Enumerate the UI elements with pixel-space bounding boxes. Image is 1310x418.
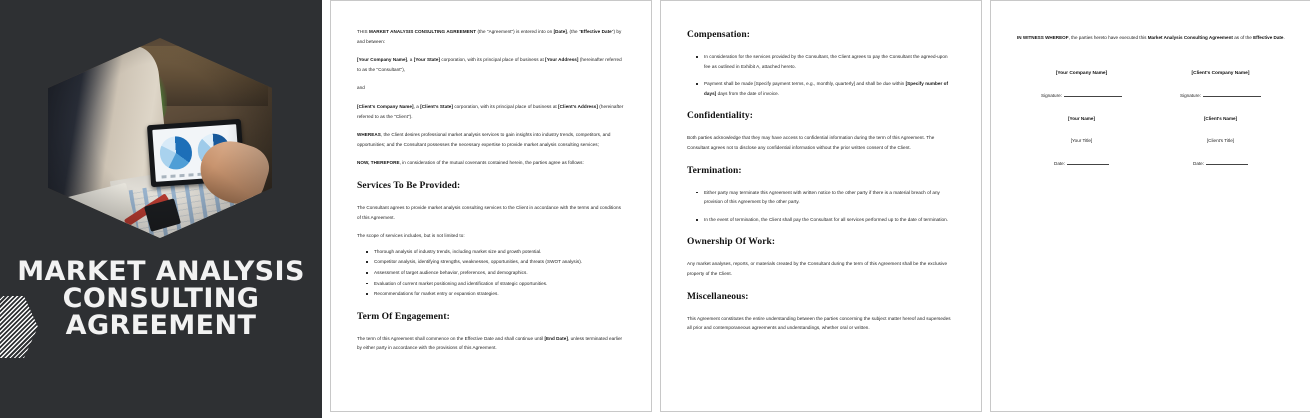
signature-block-consultant [1017, 69, 1146, 169]
intro-pre: THIS [357, 29, 369, 34]
services-scope-list [357, 247, 625, 299]
intro-paragraph [357, 27, 625, 46]
photo-vignette [48, 38, 272, 238]
list-item: Assessment of target audience behavior, preferences, and demographics. [374, 268, 625, 278]
agreement-page-2 [660, 0, 982, 412]
signature-label: Signature: [1041, 93, 1062, 99]
agreement-title-inline: MARKET ANALYSIS CONSULTING AGREEMENT [369, 29, 477, 34]
term-pre: The term of this Agreement shall commence on the Effective Date and shall continue until [357, 335, 545, 341]
heading-termination: Termination: [687, 165, 742, 176]
client-signature-field[interactable] [1203, 96, 1261, 97]
ownership-paragraph: Any market analyses, reports, or materials created by the Consultant during the term of this Agreement shall be the exclusive property of the Client. [687, 261, 948, 276]
witness-paragraph [1017, 33, 1285, 43]
now-therefore-text: , in consideration of the mutual covenants contained herein, the parties agree as follows: [399, 160, 584, 166]
signature-label: Signature: [1180, 93, 1201, 99]
witness-post: . [1283, 35, 1285, 40]
party2-mid1: , a [413, 103, 421, 109]
client-date-row [1156, 159, 1285, 169]
witness-mid2: as of the [1232, 35, 1254, 40]
comp-bullet-2-pre: Payment shall be made [Specify payment terms, e.g., monthly, quarterly] and shall be due within [704, 81, 906, 87]
effective-date-label: Effective Date [580, 29, 612, 34]
confidentiality-paragraph: Both parties acknowledge that they may have access to confidential information during the term of this Agreement. The Consultant agrees not to disclose any confidential information without the prior written consent of the Client. [687, 135, 935, 150]
intro-mid2: , (the " [566, 29, 581, 34]
comp-bullet-2-post: days from the date of invoice. [716, 90, 780, 96]
cover-title [0, 258, 322, 339]
client-state-placeholder: [Client's State] [420, 103, 453, 109]
list-item [704, 79, 955, 98]
date-label: Date: [1193, 160, 1204, 166]
whereas-paragraph [357, 130, 625, 149]
client-company-name-placeholder: [Client's Company Name] [357, 103, 414, 109]
client-title: [Client's Title] [1206, 138, 1235, 144]
client-date-field[interactable] [1206, 164, 1248, 165]
cover-title-line-3: AGREEMENT [65, 310, 257, 341]
client-signature-row [1156, 91, 1285, 101]
list-item: In consideration for the services provided by the Consultant, the Client agrees to pay the Consultant the agreed-upon fee as outlined in Exhibit A, attached hereto. [704, 52, 955, 71]
intro-post: ") by and between: [357, 29, 622, 44]
signature-block-client [1156, 69, 1285, 169]
party1-mid2: corporation, with its principal place of business at [440, 57, 546, 63]
party1-post: (hereinafter referred to as the "Consultant"), [357, 57, 622, 72]
your-address-placeholder: [Your Address] [545, 57, 579, 63]
consultant-signature-row [1017, 91, 1146, 101]
whereas-text: , the Client desires professional market analysis services to gain insights into industry trends, competitors, and opportunities; and the Consultant possesses the necessary expertise to provide market analysis consulting services; [357, 132, 611, 147]
termination-list [687, 188, 955, 225]
term-post: , unless terminated earlier by either party in accordance with the provisions of this Agreement. [357, 335, 623, 351]
heading-confidentiality: Confidentiality: [687, 111, 753, 122]
agreement-title-inline: Market Analysis Consulting Agreement [1147, 35, 1233, 40]
services-paragraph-2: The scope of services includes, but is not limited to: [357, 233, 465, 239]
services-paragraph-1: The Consultant agrees to provide market analysis consulting services to the Client in accordance with the terms and conditions of this Agreement. [357, 204, 621, 220]
compensation-list [687, 52, 955, 98]
heading-services-to-be-provided: Services To Be Provided: [357, 180, 461, 191]
party1-mid1: , a [407, 57, 414, 63]
in-witness-whereof-label: IN WITNESS WHEREOF [1017, 35, 1069, 40]
date-placeholder: [Date] [553, 29, 567, 34]
consultant-date-field[interactable] [1067, 164, 1109, 165]
date-label: Date: [1054, 160, 1065, 166]
cover-title-line-2: CONSULTING [62, 283, 260, 314]
cover-hexagon-photo [48, 38, 272, 238]
and-connector: and [357, 85, 365, 91]
client-company-name: [Client's Company Name] [1191, 70, 1250, 76]
end-date-placeholder: [End Date] [544, 335, 568, 341]
consultant-name: [Your Name] [1068, 115, 1095, 121]
heading-ownership-of-work: Ownership Of Work: [687, 237, 776, 248]
your-state-placeholder: [Your State] [413, 57, 441, 63]
consultant-date-row [1017, 159, 1146, 169]
party2-mid2: corporation, with its principal place of business at [453, 103, 559, 109]
list-item: Competitor analysis, identifying strengths, weaknesses, opportunities, and threats (SWOT analysis). [374, 257, 625, 267]
effective-date-label: Effective Date [1253, 35, 1284, 40]
list-item: Thorough analysis of industry trends, including market size and growth potential. [374, 247, 625, 257]
consultant-title: [Your Title] [1070, 138, 1093, 144]
consultant-company-name: [Your Company Name] [1055, 70, 1108, 76]
list-item: Recommendations for market entry or expansion strategies. [374, 289, 625, 299]
client-name: [Client's Name] [1203, 115, 1238, 121]
intro-mid: (the "Agreement") is entered into on [476, 29, 554, 34]
number-of-days-placeholder: [Specify number of days] [704, 81, 949, 96]
now-therefore-paragraph [357, 158, 625, 168]
term-of-engagement-paragraph [357, 334, 625, 353]
signature-grid [1017, 69, 1285, 169]
heading-compensation: Compensation: [687, 30, 751, 40]
list-item: Evaluation of current market positioning and identification of strategic opportunities. [374, 279, 625, 289]
miscellaneous-paragraph: This Agreement constitutes the entire understanding between the parties concerning the subject matter hereof and supersedes all prior and contemporaneous agreements and understandings, whether oral or written. [687, 315, 951, 331]
whereas-label: WHEREAS [357, 132, 381, 138]
consultant-signature-field[interactable] [1064, 96, 1122, 97]
now-therefore-label: NOW, THEREFORE [357, 160, 400, 166]
your-company-name-placeholder: [Your Company Name] [357, 57, 408, 63]
consultant-party-paragraph [357, 55, 625, 74]
list-item: Either party may terminate this Agreement with written notice to the other party if there is a material breach of any provision of this Agreement by the other party. [704, 188, 955, 207]
cover-title-line-1: MARKET ANALYSIS [17, 256, 305, 287]
client-address-placeholder: [Client's Address] [558, 103, 598, 109]
witness-mid: , the parties hereto have executed this [1068, 35, 1148, 40]
client-party-paragraph [357, 102, 625, 121]
signature-page [990, 0, 1310, 412]
heading-miscellaneous: Miscellaneous: [687, 291, 749, 302]
agreement-page-1 [330, 0, 652, 412]
cover-page [0, 0, 322, 418]
list-item: In the event of termination, the Client shall pay the Consultant for all services performed up to the date of termination. [704, 215, 955, 225]
party2-post: (hereinafter referred to as the "Client"). [357, 103, 624, 119]
heading-term-of-engagement: Term Of Engagement: [357, 311, 450, 322]
